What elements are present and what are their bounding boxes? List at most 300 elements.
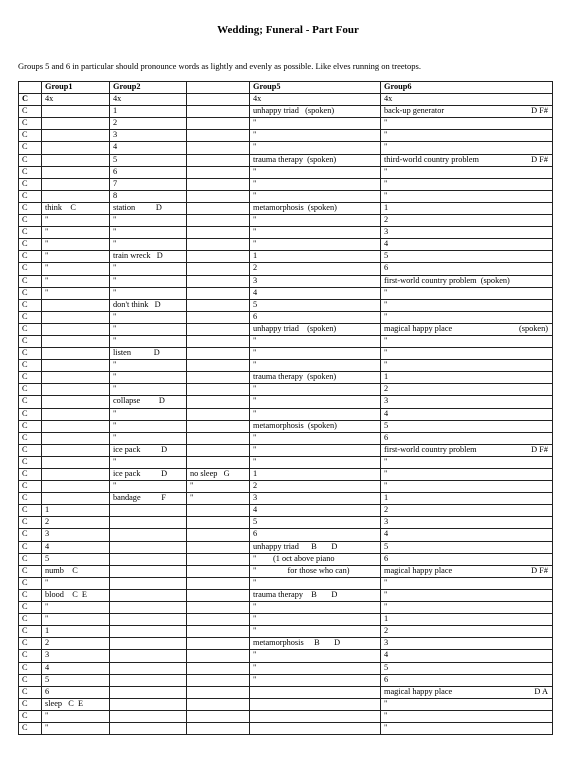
group5-cell — [250, 469, 381, 481]
group1-text: " — [45, 577, 49, 587]
chord-cell — [19, 311, 42, 323]
group5-cell — [250, 360, 381, 372]
group1-text: " — [45, 710, 49, 720]
group2-cell — [110, 650, 187, 662]
group5-cell — [250, 626, 381, 638]
group2b-cell — [187, 227, 250, 239]
group6-entry — [384, 155, 552, 165]
group6-text: 3 — [384, 227, 389, 237]
group1-text: blood C E — [45, 589, 87, 599]
group1-cell — [42, 626, 110, 638]
table-row — [19, 396, 553, 408]
group6-cell — [381, 396, 553, 408]
group5-cell — [250, 94, 381, 106]
group5-text: " — [253, 360, 257, 370]
group5-text: " — [253, 650, 257, 660]
group1-text: 4x — [45, 94, 54, 104]
group6-cell — [381, 614, 553, 626]
table-row — [19, 456, 553, 468]
chord-text: C — [22, 215, 28, 225]
group6-entry — [384, 687, 552, 697]
group2b-cell — [187, 311, 250, 323]
group5-text: 1 — [253, 469, 258, 478]
group6-text: 5 — [384, 662, 389, 672]
chord-cell — [19, 698, 42, 710]
group1-cell — [42, 698, 110, 710]
group5-text: trauma therapy (spoken) — [253, 154, 337, 164]
group1-cell — [42, 311, 110, 323]
group2b-cell — [187, 251, 250, 263]
group2-text: station D — [113, 202, 162, 212]
group6-cell — [381, 323, 553, 335]
chord-cell — [19, 299, 42, 311]
group6-cell — [381, 118, 553, 130]
group2-text: 4x — [113, 94, 122, 104]
chord-cell — [19, 287, 42, 299]
group6-text: third-world country problem — [384, 154, 479, 164]
group2-cell — [110, 469, 187, 481]
group5-cell — [250, 408, 381, 420]
group6-cell — [381, 94, 553, 106]
group2-cell — [110, 432, 187, 444]
group5-text: " — [253, 166, 257, 176]
chord-cell — [19, 469, 42, 481]
chord-text: C — [22, 517, 28, 527]
group2-cell — [110, 602, 187, 614]
table-row — [19, 251, 553, 263]
table-row — [19, 202, 553, 214]
group1-cell — [42, 686, 110, 698]
group6-cell — [381, 142, 553, 154]
group2b-cell — [187, 166, 250, 178]
group1-cell — [42, 396, 110, 408]
group1-cell — [42, 227, 110, 239]
group1-cell — [42, 444, 110, 456]
group2-cell — [110, 142, 187, 154]
group1-text: " — [45, 275, 49, 285]
group2-text: " — [113, 275, 117, 285]
header-row — [19, 82, 553, 94]
table-row — [19, 469, 553, 481]
group6-entry — [384, 566, 552, 576]
chord-text: C — [22, 311, 28, 321]
group2-cell — [110, 662, 187, 674]
group5-cell — [250, 311, 381, 323]
group6-text: 4 — [384, 529, 389, 539]
group5-cell — [250, 444, 381, 456]
table-row — [19, 384, 553, 396]
group5-text: " — [253, 408, 257, 418]
group1-cell — [42, 118, 110, 130]
group6-cell — [381, 130, 553, 142]
table-row — [19, 698, 553, 710]
group6-text: magical happy place — [384, 323, 453, 333]
group5-text: " — [253, 130, 257, 140]
group6-cell — [381, 178, 553, 190]
group6-cell — [381, 154, 553, 166]
group2-text: 8 — [113, 190, 118, 200]
group2b-cell — [187, 650, 250, 662]
score-table — [18, 81, 553, 735]
group5-text: " — [253, 142, 257, 152]
group2-cell — [110, 396, 187, 408]
chord-text: C — [22, 94, 28, 104]
group2b-cell — [187, 662, 250, 674]
chord-text: C — [22, 227, 28, 237]
chord-text: C — [22, 275, 28, 285]
chord-text: C — [22, 190, 28, 200]
chord-cell — [19, 602, 42, 614]
group2-cell — [110, 384, 187, 396]
chord-cell — [19, 190, 42, 202]
group5-cell — [250, 529, 381, 541]
chord-text: C — [22, 529, 28, 539]
group1-cell — [42, 565, 110, 577]
header-group5: Group5 — [250, 82, 381, 94]
table-row — [19, 650, 553, 662]
chord-text: C — [22, 722, 28, 732]
group6-text: " — [384, 469, 388, 478]
group1-cell — [42, 602, 110, 614]
group1-cell — [42, 650, 110, 662]
group2b-cell — [187, 589, 250, 601]
group6-text: 1 — [384, 202, 389, 212]
group6-text: " — [384, 190, 388, 200]
chord-text: C — [22, 650, 28, 660]
group2b-cell — [187, 190, 250, 202]
group2b-cell — [187, 178, 250, 190]
page-title: Wedding; Funeral - Part Four — [217, 24, 359, 36]
group6-cell — [381, 360, 553, 372]
header-group6: Group6 — [381, 82, 553, 94]
group1-cell — [42, 722, 110, 734]
group1-text: " — [45, 251, 49, 261]
group6-cell — [381, 662, 553, 674]
group1-cell — [42, 215, 110, 227]
group2-cell — [110, 251, 187, 263]
group6-text: 5 — [384, 541, 389, 551]
group6-text: " — [384, 299, 388, 309]
group1-cell — [42, 456, 110, 468]
chord-cell — [19, 166, 42, 178]
group2b-cell — [187, 130, 250, 142]
group2b-cell — [187, 614, 250, 626]
group5-text: 5 — [253, 517, 258, 527]
group6-cell — [381, 602, 553, 614]
group1-cell — [42, 166, 110, 178]
chord-text: C — [22, 614, 28, 624]
group5-text: " — [253, 335, 257, 345]
group6-text: " — [384, 335, 388, 345]
group6-text: 4 — [384, 408, 389, 418]
header-blank — [187, 82, 250, 94]
chord-cell — [19, 335, 42, 347]
group6-entry — [384, 324, 552, 334]
chord-cell — [19, 650, 42, 662]
group1-cell — [42, 190, 110, 202]
table-row — [19, 493, 553, 505]
group5-cell — [250, 481, 381, 493]
group1-cell — [42, 589, 110, 601]
group5-text: " — [253, 674, 257, 684]
group2b-cell — [187, 142, 250, 154]
group2-cell — [110, 190, 187, 202]
chord-text: C — [22, 251, 28, 261]
group6-text: 1 — [384, 493, 389, 503]
group5-text: metamorphosis (spoken) — [253, 202, 337, 212]
group5-text: " — [253, 190, 257, 200]
group5-cell — [250, 227, 381, 239]
chord-cell — [19, 614, 42, 626]
group5-text: 3 — [253, 275, 258, 285]
chord-cell — [19, 202, 42, 214]
group1-cell — [42, 674, 110, 686]
group2b-cell — [187, 553, 250, 565]
group2b-cell — [187, 698, 250, 710]
group2-cell — [110, 130, 187, 142]
group6-cell — [381, 251, 553, 263]
chord-text: C — [22, 638, 28, 648]
group2-cell — [110, 106, 187, 118]
group6-cell — [381, 674, 553, 686]
group2-cell — [110, 577, 187, 589]
chord-text: C — [22, 142, 28, 152]
group5-cell — [250, 299, 381, 311]
group5-text: " — [253, 384, 257, 394]
group2-cell — [110, 166, 187, 178]
group1-cell — [42, 130, 110, 142]
chord-text: C — [22, 360, 28, 370]
chord-text: C — [22, 541, 28, 551]
group6-text: magical happy place — [384, 686, 453, 696]
group1-cell — [42, 614, 110, 626]
group1-cell — [42, 517, 110, 529]
group2-cell — [110, 517, 187, 529]
group6-cell — [381, 577, 553, 589]
chord-cell — [19, 626, 42, 638]
group5-cell — [250, 154, 381, 166]
chord-text: C — [22, 505, 28, 515]
group5-text: 1 — [253, 251, 258, 261]
group6-cell — [381, 469, 553, 481]
group6-text: 6 — [384, 432, 389, 442]
chord-cell — [19, 517, 42, 529]
chord-text: C — [22, 130, 28, 140]
group6-text: 6 — [384, 553, 389, 563]
group2-text: " — [113, 239, 117, 249]
group6-cell — [381, 106, 553, 118]
group2b-cell — [187, 481, 250, 493]
group2-cell — [110, 722, 187, 734]
group2b-cell — [187, 456, 250, 468]
chord-cell — [19, 130, 42, 142]
chord-text: C — [22, 118, 28, 128]
group5-text: 4 — [253, 287, 258, 297]
group2-cell — [110, 710, 187, 722]
group6-text: " — [384, 348, 388, 358]
group2b-cell — [187, 215, 250, 227]
group2-text: bandage F — [113, 493, 166, 503]
group5-cell — [250, 541, 381, 553]
group6-cell — [381, 481, 553, 493]
group5-cell — [250, 287, 381, 299]
group6-cell — [381, 311, 553, 323]
chord-text: C — [22, 553, 28, 563]
group6-entry — [384, 106, 552, 116]
group2-text: train wreck D — [113, 251, 163, 261]
table-row — [19, 529, 553, 541]
chord-cell — [19, 444, 42, 456]
group6-cell — [381, 589, 553, 601]
group2b-cell — [187, 493, 250, 505]
group6-text: 6 — [384, 263, 389, 273]
group6-cell — [381, 227, 553, 239]
group5-cell — [250, 650, 381, 662]
group5-cell — [250, 323, 381, 335]
chord-text: C — [22, 493, 28, 503]
group5-cell — [250, 118, 381, 130]
chord-cell — [19, 372, 42, 384]
group5-text: 4 — [253, 505, 258, 515]
group1-cell — [42, 323, 110, 335]
group6-cell — [381, 239, 553, 251]
group6-text: " — [384, 142, 388, 152]
group2-text: don't think D — [113, 299, 161, 309]
chord-text: C — [22, 384, 28, 394]
group2b-cell — [187, 384, 250, 396]
group5-text: trauma therapy (spoken) — [253, 372, 337, 382]
group5-cell — [250, 275, 381, 287]
group2-cell — [110, 275, 187, 287]
table-row — [19, 335, 553, 347]
group2-text: " — [113, 323, 117, 333]
group6-notes: D A — [534, 686, 548, 696]
group2-text: " — [113, 420, 117, 430]
chord-cell — [19, 323, 42, 335]
group1-cell — [42, 529, 110, 541]
group6-cell — [381, 626, 553, 638]
group5-text: " for those who can) — [253, 565, 350, 575]
chord-cell — [19, 481, 42, 493]
group6-cell — [381, 444, 553, 456]
table-row — [19, 348, 553, 360]
group2-text: " — [113, 287, 117, 297]
group2b-cell — [187, 348, 250, 360]
group6-text: 1 — [384, 372, 389, 382]
group1-text: " — [45, 227, 49, 237]
group6-text: 4x — [384, 94, 393, 104]
group6-text: 2 — [384, 215, 389, 225]
group6-text: " — [384, 178, 388, 188]
chord-text: C — [22, 408, 28, 418]
group6-text: " — [384, 710, 388, 720]
group6-text: magical happy place — [384, 565, 453, 575]
group2-text: " — [113, 456, 117, 466]
group6-text: 4 — [384, 239, 389, 249]
group5-text: " — [253, 215, 257, 225]
group2-text: 6 — [113, 166, 118, 176]
group5-text: " — [253, 614, 257, 624]
group5-text: " — [253, 396, 257, 406]
table-row — [19, 626, 553, 638]
group5-text: unhappy triad (spoken) — [253, 323, 337, 333]
chord-cell — [19, 638, 42, 650]
group6-cell — [381, 372, 553, 384]
group2-text: " — [113, 481, 117, 491]
group1-text: 1 — [45, 505, 50, 515]
group6-cell — [381, 650, 553, 662]
group1-cell — [42, 142, 110, 154]
group5-cell — [250, 577, 381, 589]
chord-text: C — [22, 710, 28, 720]
group6-text: first-world country problem (spoken) — [384, 275, 510, 285]
group5-text: 3 — [253, 493, 258, 503]
group5-cell — [250, 710, 381, 722]
group1-cell — [42, 432, 110, 444]
group5-text: trauma therapy B D — [253, 589, 338, 599]
header-group2: Group2 — [110, 82, 187, 94]
score-table-body — [19, 82, 553, 735]
group2b-text: " — [190, 493, 194, 503]
table-row — [19, 638, 553, 650]
group5-text: 6 — [253, 311, 258, 321]
group2-cell — [110, 178, 187, 190]
group5-cell — [250, 602, 381, 614]
table-row — [19, 227, 553, 239]
group5-cell — [250, 565, 381, 577]
table-row — [19, 118, 553, 130]
group2-cell — [110, 505, 187, 517]
table-row — [19, 722, 553, 734]
group5-cell — [250, 698, 381, 710]
group2b-cell — [187, 118, 250, 130]
group6-cell — [381, 722, 553, 734]
group5-text: " — [253, 348, 257, 358]
group6-entry — [384, 445, 552, 455]
group2b-cell — [187, 335, 250, 347]
group2-text: listen D — [113, 348, 160, 358]
group2b-cell — [187, 722, 250, 734]
group2b-cell — [187, 106, 250, 118]
group1-cell — [42, 94, 110, 106]
group6-text: 5 — [384, 251, 389, 261]
group5-text: " — [253, 602, 257, 612]
chord-text: C — [22, 239, 28, 249]
group2b-cell — [187, 239, 250, 251]
table-row — [19, 263, 553, 275]
chord-cell — [19, 178, 42, 190]
chord-text: C — [22, 335, 28, 345]
group1-text: 5 — [45, 553, 50, 563]
group6-cell — [381, 553, 553, 565]
group6-cell — [381, 215, 553, 227]
table-row — [19, 710, 553, 722]
group6-cell — [381, 638, 553, 650]
group5-cell — [250, 638, 381, 650]
group6-cell — [381, 529, 553, 541]
table-row — [19, 577, 553, 589]
group5-cell — [250, 493, 381, 505]
table-row — [19, 275, 553, 287]
group1-text: " — [45, 722, 49, 732]
group6-cell — [381, 517, 553, 529]
group5-text: " — [253, 444, 257, 454]
chord-cell — [19, 106, 42, 118]
group2-cell — [110, 372, 187, 384]
chord-cell — [19, 348, 42, 360]
group2-cell — [110, 626, 187, 638]
group5-cell — [250, 178, 381, 190]
